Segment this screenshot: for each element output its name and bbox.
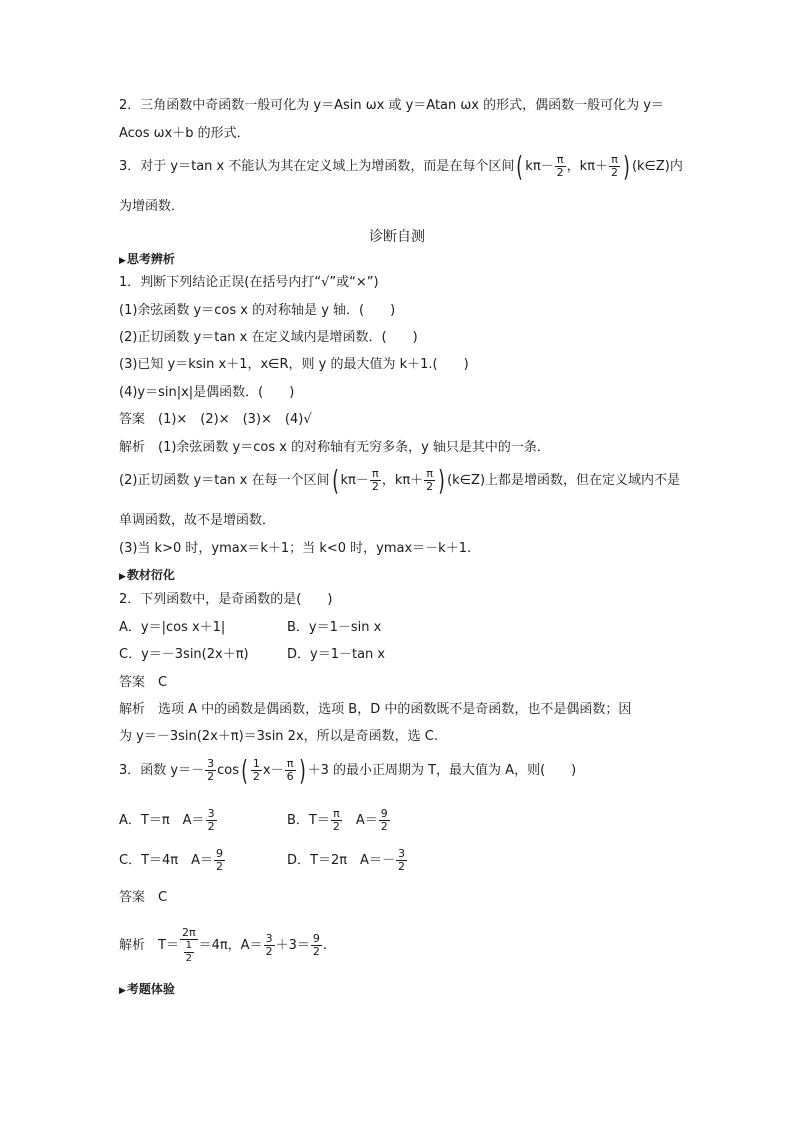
q2-option-a: A．y＝|cos x＋1| <box>119 620 226 635</box>
q2-option-b: B．y＝1－sin x <box>287 620 382 635</box>
fraction-pi-over-2: $\frac{\pi}{2}$ <box>371 467 379 493</box>
q1-item-1: (1)余弦函数 y＝cos x 的对称轴是 y 轴．( ) <box>119 303 396 318</box>
intro-p3-line1 <box>119 149 683 183</box>
section-exam: ▶考题体验 <box>119 982 175 996</box>
left-paren: ( <box>241 753 248 787</box>
q3-answer: 答案 C <box>119 890 168 905</box>
intro-p3-mid: ，kπ＋ <box>566 159 609 174</box>
fraction-pi-over-2: $\frac{\pi}{2}$ <box>611 153 619 179</box>
triangle-icon: ▶ <box>119 986 126 996</box>
q1-stem: 1．判断下列结论正误(在括号内打“√”或“×”) <box>119 275 379 290</box>
fraction-2pi-over-half: $\frac{2\pi}{\frac{1}{2}}$ <box>181 925 196 964</box>
intro-p3-suffix: (k∈Z)内 <box>631 159 683 174</box>
fraction-pi-over-2: $\frac{\pi}{2}$ <box>426 467 434 493</box>
intro-p3-prefix: 3．对于 y＝tan x 不能认为其在定义域上为增函数，而是在每个区间 <box>119 159 515 174</box>
q2-explanation-2: 为 y＝－3sin(2x＋π)＝3sin 2x，所以是奇函数，选 C. <box>119 729 438 744</box>
q1-item-4: (4)y＝sin|x|是偶函数．( ) <box>119 385 295 400</box>
section-title: 诊断自测 <box>369 229 425 245</box>
fraction-3-over-2: $\frac{3}{2}$ <box>207 757 215 783</box>
fraction-pi-over-6: $\frac{\pi}{6}$ <box>286 757 294 783</box>
q2-answer: 答案 C <box>119 675 168 690</box>
q1-item-2: (2)正切函数 y＝tan x 在定义域内是增函数．( ) <box>119 330 418 345</box>
q1-answer: 答案 (1)× (2)× (3)× (4)√ <box>119 412 312 427</box>
intro-p3-line2: 为增函数． <box>119 199 185 214</box>
q1-explanation-2: (2)正切函数 y＝tan x 在每一个区间( kπ－ $\frac{\pi}{2}$ ，kπ＋ $\frac{\pi}{2}$ ) (k∈Z)上都是增函数，但在定义域内不是 <box>119 463 681 497</box>
q1-explanation-2-line2: 单调函数，故不是增函数． <box>119 513 276 528</box>
q3-option-d: D．T＝2π A＝－ $\frac{3}{2}$ <box>287 847 405 873</box>
q2-option-c: C．y＝－3sin(2x＋π) <box>119 647 249 662</box>
fraction-pi-over-2: $\frac{\pi}{2}$ <box>556 153 564 179</box>
right-paren: ) <box>623 149 630 183</box>
q1-explanation-1: 解析 (1)余弦函数 y＝cos x 的对称轴有无穷多条，y 轴只是其中的一条． <box>119 440 550 455</box>
left-paren: ( <box>331 463 339 497</box>
right-paren: ) <box>438 463 445 497</box>
q3-option-c: C．T＝4π A＝ $\frac{9}{2}$ <box>119 847 224 873</box>
intro-p2-line1: 2．三角函数中奇函数一般可化为 y＝Asin ωx 或 y＝Atan ωx 的形式，偶函数一般可化为 y＝ <box>119 98 664 113</box>
section-think: ▶思考辨析 <box>119 252 175 266</box>
q3-stem: 3．函数 y＝－ $\frac{3}{2}$ cos( $\frac{1}{2}$ x－ $\frac{\pi}{6}$ ) ＋3 的最小正周期为 T，最大值为 A，则( ) <box>119 753 577 787</box>
intro-p2-line2: Acos ωx＋b 的形式． <box>119 126 250 141</box>
q1-item-3: (3)已知 y＝ksin x＋1，x∈R，则 y 的最大值为 k＋1.( ) <box>119 357 469 372</box>
q3-option-b: B．T＝ $\frac{\pi}{2}$ A＝ $\frac{9}{2}$ <box>287 807 388 833</box>
left-paren: ( <box>516 149 524 183</box>
right-paren: ) <box>298 753 306 787</box>
q2-stem: 2．下列函数中，是奇函数的是( ) <box>119 592 333 607</box>
triangle-icon: ▶ <box>119 256 126 266</box>
q2-option-d: D．y＝1－tan x <box>287 647 386 662</box>
q2-explanation-1: 解析 选项 A 中的函数是偶函数，选项 B，D 中的函数既不是奇函数，也不是偶函数；因 <box>119 702 632 717</box>
section-textbook: ▶教材衍化 <box>119 568 175 582</box>
q3-explanation: 解析 T＝ $\frac{2\pi}{\frac{1}{2}}$ ＝4π，A＝ $\frac{3}{2}$ ＋3＝ $\frac{9}{2}$ . <box>119 925 327 964</box>
fraction-1-over-2: $\frac{1}{2}$ <box>252 757 260 783</box>
q1-explanation-3: (3)当 k>0 时，ymax＝k＋1；当 k<0 时，ymax＝－k＋1. <box>119 541 472 556</box>
q3-option-a: A．T＝π A＝ $\frac{3}{2}$ <box>119 807 215 833</box>
triangle-icon: ▶ <box>119 572 126 582</box>
intro-p3-left: kπ－ <box>525 159 554 174</box>
